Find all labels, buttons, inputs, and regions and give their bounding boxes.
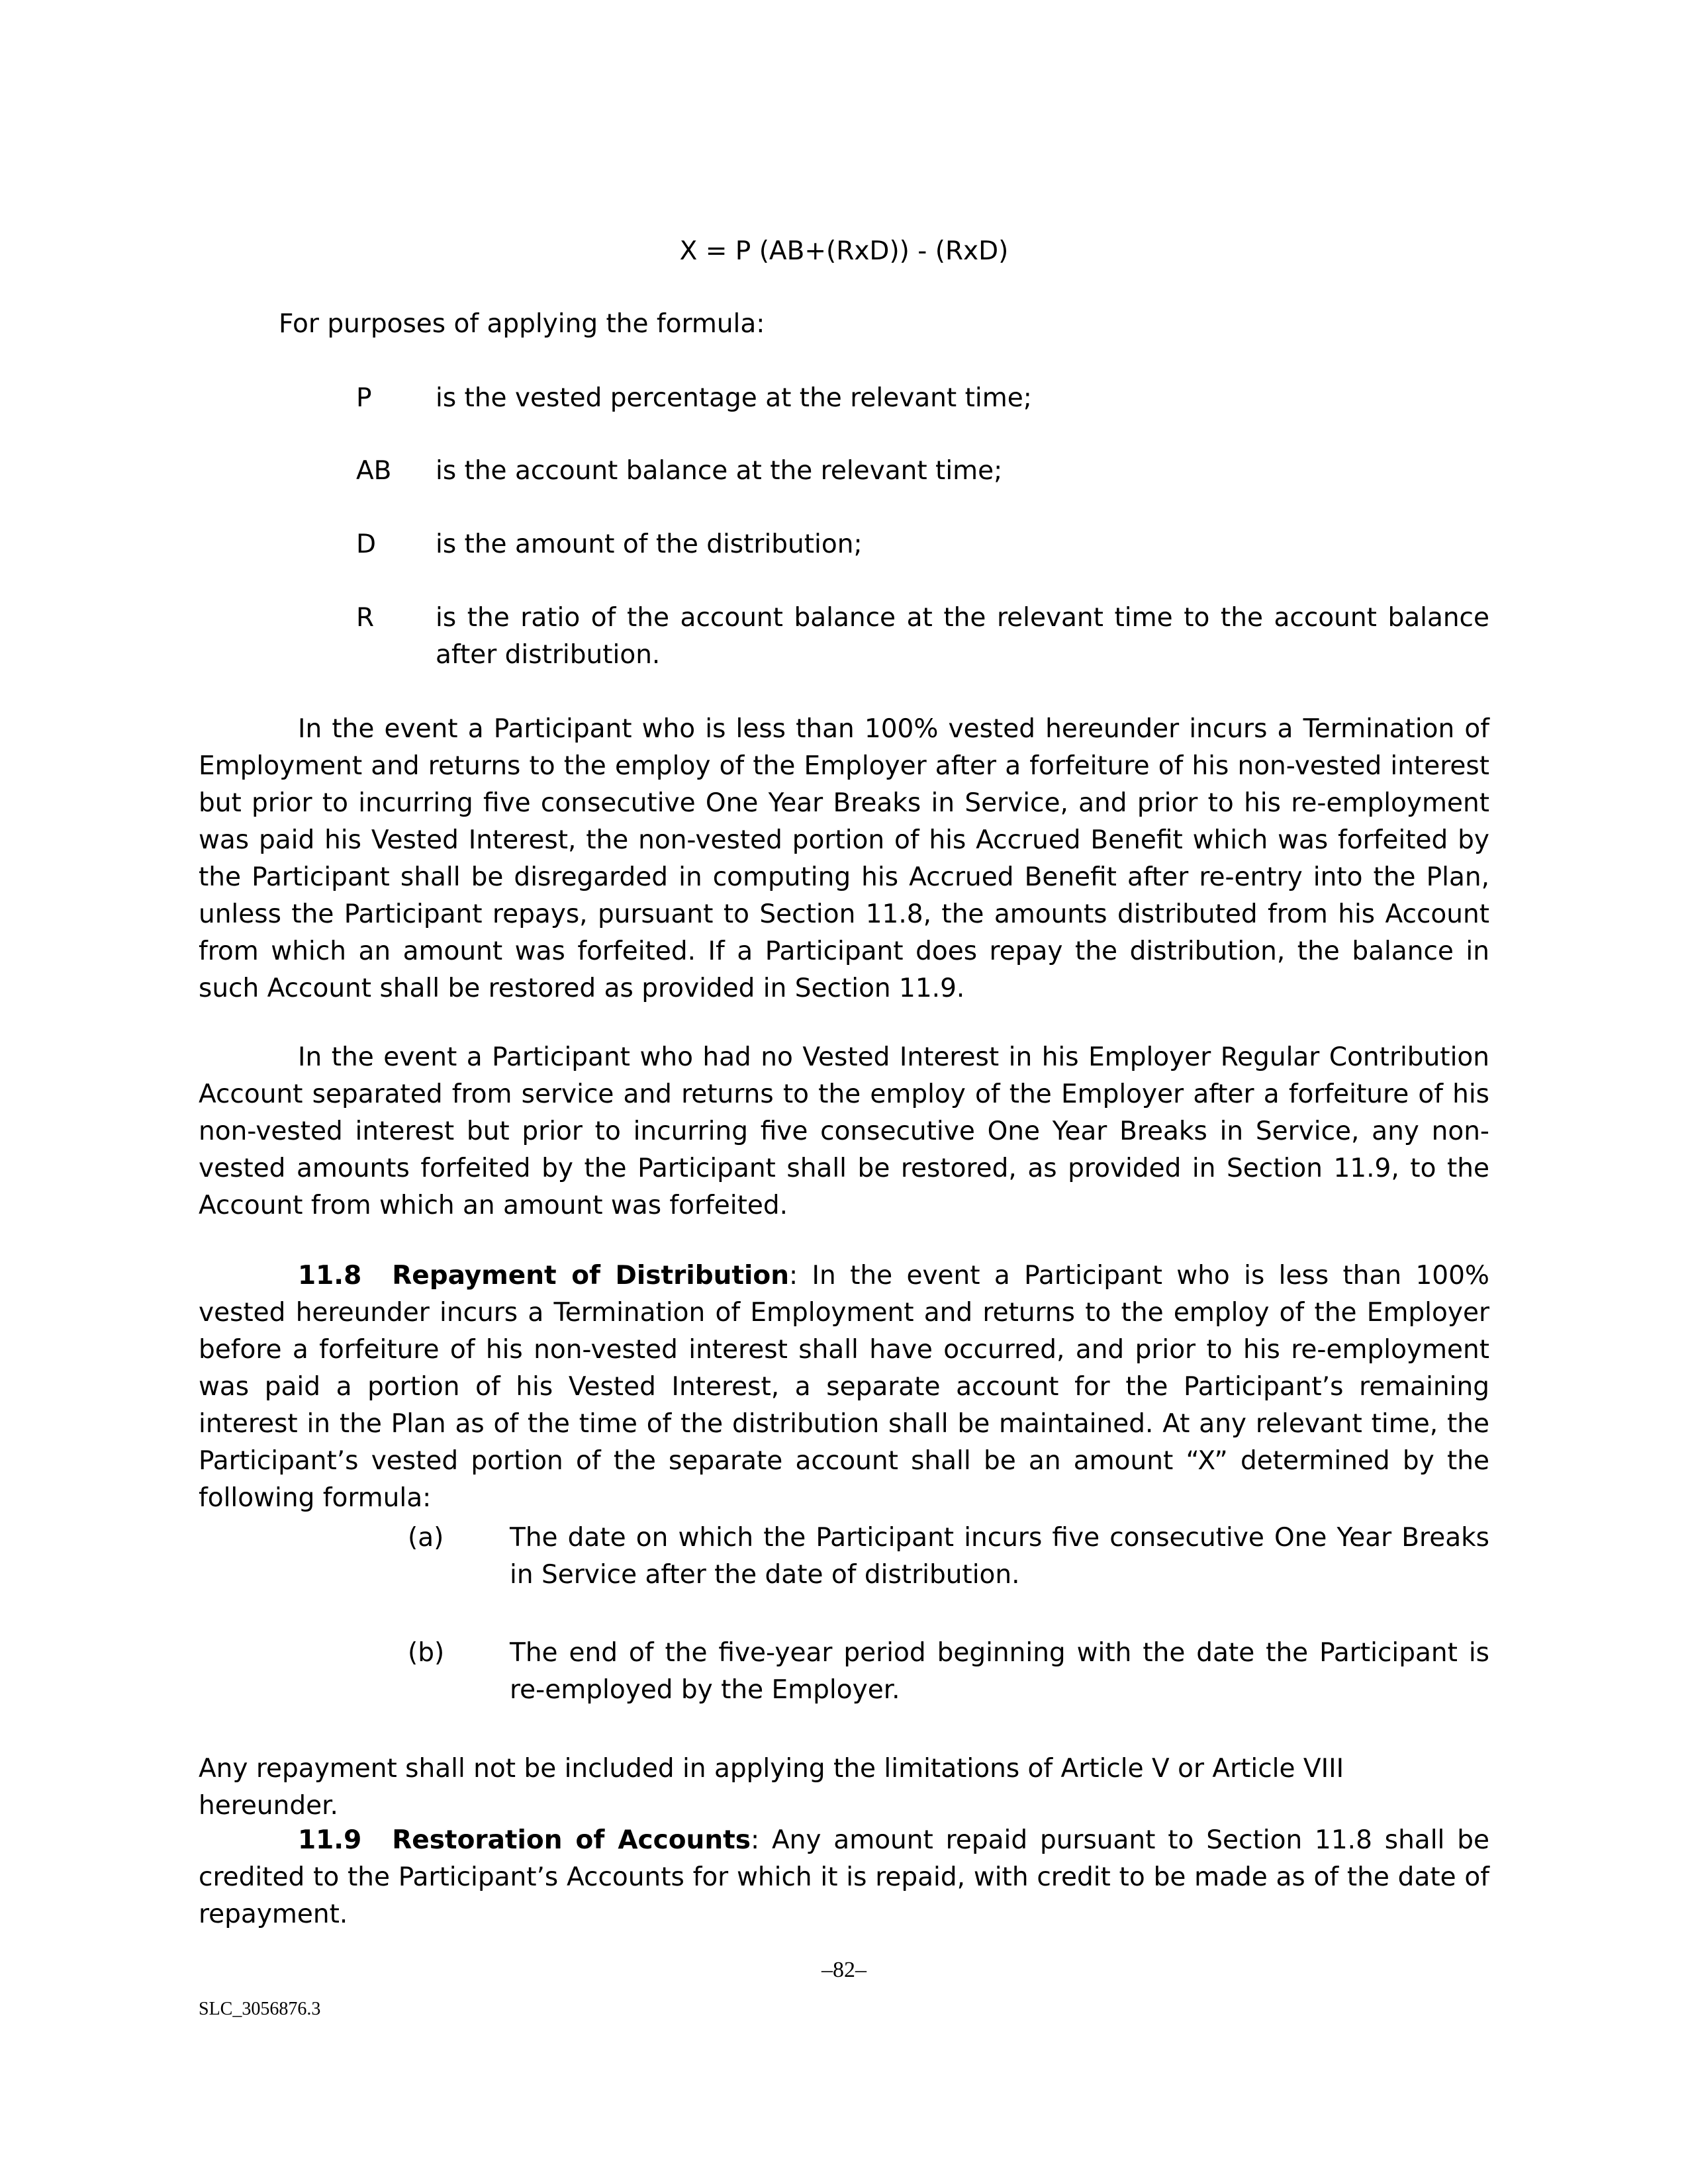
list-item-label: (a) — [408, 1523, 444, 1553]
list-item-text: The end of the five-year period beginning with the date the Participant is re-employed by the Employer. — [510, 1638, 1489, 1705]
page-number: –82– — [821, 1958, 867, 1982]
document-id: SLC_3056876.3 — [199, 1999, 321, 2019]
definition-symbol: D — [356, 529, 377, 559]
section-11-8 — [199, 1257, 1489, 1517]
paragraph-no-vested-interest: In the event a Participant who had no Vested Interest in his Employer Regular Contribution Account separated from service and returns to the employ of the Employer after a forfeiture of his non-vested interest but prior to incurring five consecutive One Year Breaks in Service, any non-vested amounts forfeited by the Participant shall be restored, as provided in Section 11.9, to the Account from which an amount was forfeited. — [199, 1042, 1489, 1220]
section-body: : In the event a Participant who is less than 100% vested hereunder incurs a Termination of Employment and returns to the employ of the Employer before a forfeiture of his non-vested interest shall have occurred, and prior to his re-employment was paid a portion of his Vested Interest, a separate account for the Participant’s remaining interest in the Plan as of the time of the distribution shall be maintained. At any relevant time, the Participant’s vested portion of the separate account shall be an amount “X” determined by the following formula: — [199, 1261, 1489, 1513]
definition-text: is the vested percentage at the relevant time; — [436, 383, 1032, 413]
definition-symbol: R — [356, 603, 375, 633]
section-title: Repayment of Distribution — [392, 1261, 789, 1291]
section-title: Restoration of Accounts — [392, 1825, 751, 1855]
list-item-label: (b) — [408, 1638, 445, 1668]
formula-intro: For purposes of applying the formula: — [279, 309, 765, 339]
list-item-text: The date on which the Participant incurs five consecutive One Year Breaks in Service after the date of distribution. — [510, 1523, 1489, 1590]
definition-text: is the ratio of the account balance at the relevant time to the account balance after distribution. — [436, 603, 1489, 670]
definition-symbol: AB — [356, 456, 392, 486]
definition-text: is the account balance at the relevant time; — [436, 456, 1003, 486]
vesting-formula: X = P (AB+(RxD)) - (RxD) — [679, 236, 1009, 266]
repayment-note: Any repayment shall not be included in applying the limitations of Article V or Article VIII hereunder. — [199, 1754, 1344, 1821]
section-body: : Any amount repaid pursuant to Section 11.8 shall be credited to the Participant’s Accounts for which it is repaid, with credit to be made as of the date of repayment. — [199, 1825, 1489, 1929]
section-11-9 — [199, 1822, 1489, 1933]
section-number: 11.9 — [298, 1825, 362, 1855]
paragraph-forfeiture-restoration: In the event a Participant who is less than 100% vested hereunder incurs a Termination of Employment and returns to the employ of the Employer after a forfeiture of his non-vested interest but prior to incurring five consecutive One Year Breaks in Service, and prior to his re-employment was paid his Vested Interest, the non-vested portion of his Accrued Benefit which was forfeited by the Participant shall be disregarded in computing his Accrued Benefit after re-entry into the Plan, unless the Participant repays, pursuant to Section 11.8, the amounts distributed from his Account from which an amount was forfeited. If a Participant does repay the distribution, the balance in such Account shall be restored as provided in Section 11.9. — [199, 714, 1489, 1003]
definition-text: is the amount of the distribution; — [436, 529, 863, 559]
section-number: 11.8 — [298, 1261, 362, 1291]
definition-symbol: P — [356, 383, 372, 413]
